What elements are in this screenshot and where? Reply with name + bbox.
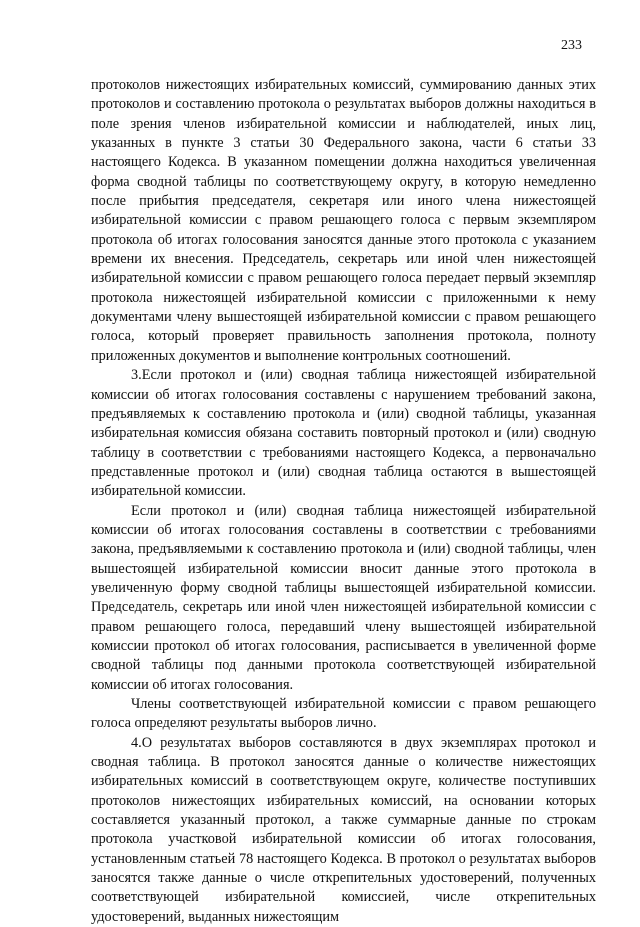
paragraph-item-4: 4.О результатах выборов составляются в двух экземплярах протокол и сводная таблица. В протокол заносятся данные о количестве нижестоящих избирательных комиссий в соответствующем округе, количестве поступивших протоколов нижестоящих избирательных комиссий, на основании которых составляется указанный протокол, а также суммарные данные по строкам протокола участковой избирательной комиссии об итогах голосования, установленным статьей 78 настоящего Кодекса. В протокол о результатах выборов заносятся также данные о числе открепительных удостоверений, полученных соответствующей избирательной комиссией, числе открепительных удостоверений, выданных нижестоящим [91,734,596,925]
page-number: 233 [561,38,582,53]
paragraph-item-3: 3.Если протокол и (или) сводная таблица нижестоящей избирательной комиссии об итогах голосования составлены с нарушением требований закона, предъявляемых к составлению протокола и (или) сводной таблицы, указанная избирательная комиссия обязана составить повторный протокол и (или) сводную таблицу в соответствии с требованиями настоящего Кодекса, а первоначально представленные протокол и (или) сводная таблица остаются в вышестоящей избирательной комиссии. [91,367,596,500]
paragraph-item-3-continued: Если протокол и (или) сводная таблица нижестоящей избирательной комиссии об итогах голосования составлены в соответствии с требованиями закона, предъявляемыми к составлению протокола и (или) сводной таблицы, член вышестоящей избирательной комиссии вносит данные этого протокола в увеличенную форму сводной таблицы вышестоящей избирательной комиссии. Председатель, секретарь или иной член нижестоящей избирательной комиссии с правом решающего голоса, передавший члену вышестоящей избирательной комиссии протокол об итогах голосования, расписывается в увеличенной форме сводной таблицы под данными протокола соответствующей избирательной комиссии об итогах голосования. [91,502,596,693]
paragraph-members: Члены соответствующей избирательной комиссии с правом решающего голоса определяют результаты выборов лично. [91,696,596,732]
document-body [91,76,596,927]
paragraph-continuation: протоколов нижестоящих избирательных комиссий, суммированию данных этих протоколов и составлению протокола о результатах выборов должны находиться в поле зрения членов избирательной комиссии и наблюдателей, иных лиц, указанных в пункте 3 статьи 30 Федерального закона, части 6 статьи 33 настоящего Кодекса. В указанном помещении должна находиться увеличенная форма сводной таблицы по соответствующему округу, в которую немедленно после прибытия председателя, секретаря или иного члена нижестоящей избирательной комиссии с правом решающего голоса с первым экземпляром протокола об итогах голосования заносятся данные этого протокола с указанием времени их внесения. Председатель, секретарь или иной член нижестоящей избирательной комиссии с правом решающего голоса передает первый экземпляр протокола нижестоящей избирательной комиссии с приложенными к нему документами члену вышестоящей избирательной комиссии с правом решающего голоса, который проверяет правильность заполнения протокола, полноту приложенных документов и выполнение контрольных соотношений. [91,77,596,364]
